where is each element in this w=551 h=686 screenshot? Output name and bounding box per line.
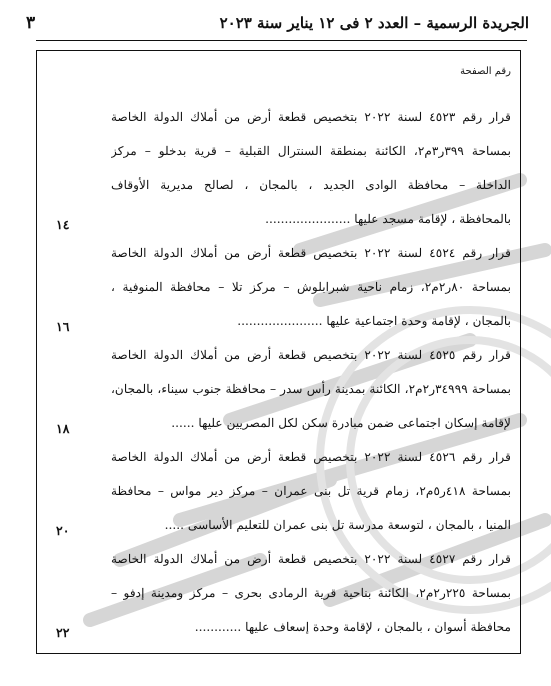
entry-line: قرار رقم ٤٥٢٧ لسنة ٢٠٢٢ بتخصيص قطعة أرض من أملاك الدولة الخاصة bbox=[111, 552, 511, 566]
header-page-number: ٣ bbox=[26, 13, 36, 33]
entry-line: بمساحة ٨٠ر٢م٢، زمام ناحية شبرابلوش – مركز تلا – محافظة المنوفية ، bbox=[111, 280, 511, 294]
header-title: الجريدة الرسمية – العدد ٢ فى ١٢ يناير سنة ٢٠٢٣ bbox=[219, 14, 529, 32]
entry-line: بمساحة ٣٤٩٩٩ر٢م٢، الكائنة بمدينة رأس سدر – محافظة جنوب سيناء، بالمجان، bbox=[111, 382, 511, 396]
entry-line: قرار رقم ٤٥٢٣ لسنة ٢٠٢٢ بتخصيص قطعة أرض من أملاك الدولة الخاصة bbox=[111, 110, 511, 124]
page-header bbox=[18, 10, 529, 36]
entry-page-number: ١٤ bbox=[56, 217, 70, 232]
entry-line: قرار رقم ٤٥٢٦ لسنة ٢٠٢٢ بتخصيص قطعة أرض من أملاك الدولة الخاصة bbox=[111, 450, 511, 464]
entry-page-number: ٢٠ bbox=[56, 523, 70, 538]
entry-line: بمساحة ٢٢٥ر٢م٢، الكائنة بناحية قرية الرمادى بحرى – مركز ومدينة إدفو – bbox=[111, 586, 511, 600]
entry-line: بمساحة ٤١٨ر٥م٢، زمام قرية تل بنى عمران – مركز دير مواس – محافظة bbox=[111, 484, 511, 498]
entry-line: المنيا ، بالمجان ، لتوسعة مدرسة تل بنى عمران للتعليم الأساسى ..... bbox=[164, 518, 511, 532]
page-number-column-header: رقم الصفحة bbox=[460, 66, 511, 77]
entry-page-number: ١٨ bbox=[56, 421, 70, 436]
entry-line: بالمجان ، لإقامة وحدة اجتماعية عليها ...................... bbox=[237, 314, 511, 328]
entry-line: بالمحافظة ، لإقامة مسجد عليها ...................... bbox=[265, 212, 511, 226]
header-rule bbox=[36, 40, 527, 41]
entry-line: قرار رقم ٤٥٢٥ لسنة ٢٠٢٢ بتخصيص قطعة أرض من أملاك الدولة الخاصة bbox=[111, 348, 511, 362]
entry-line: بمساحة ٣٩٩ر٣م٢، الكائنة بمنطقة السنترال القبلية – قرية بدخلو – مركز bbox=[111, 144, 511, 158]
entry-line: لإقامة إسكان اجتماعى ضمن مبادرة سكن لكل المصريين عليها ...... bbox=[171, 416, 511, 430]
entry-page-number: ٢٢ bbox=[56, 625, 70, 640]
entry-line: قرار رقم ٤٥٢٤ لسنة ٢٠٢٢ بتخصيص قطعة أرض من أملاك الدولة الخاصة bbox=[111, 246, 511, 260]
entry-page-number: ١٦ bbox=[56, 319, 70, 334]
entry-line: الداخلة – محافظة الوادى الجديد ، بالمجان ، لصالح مديرية الأوقاف bbox=[111, 178, 511, 192]
entry-line: محافظة أسوان ، بالمجان ، لإقامة وحدة إسعاف عليها ............ bbox=[194, 620, 511, 634]
